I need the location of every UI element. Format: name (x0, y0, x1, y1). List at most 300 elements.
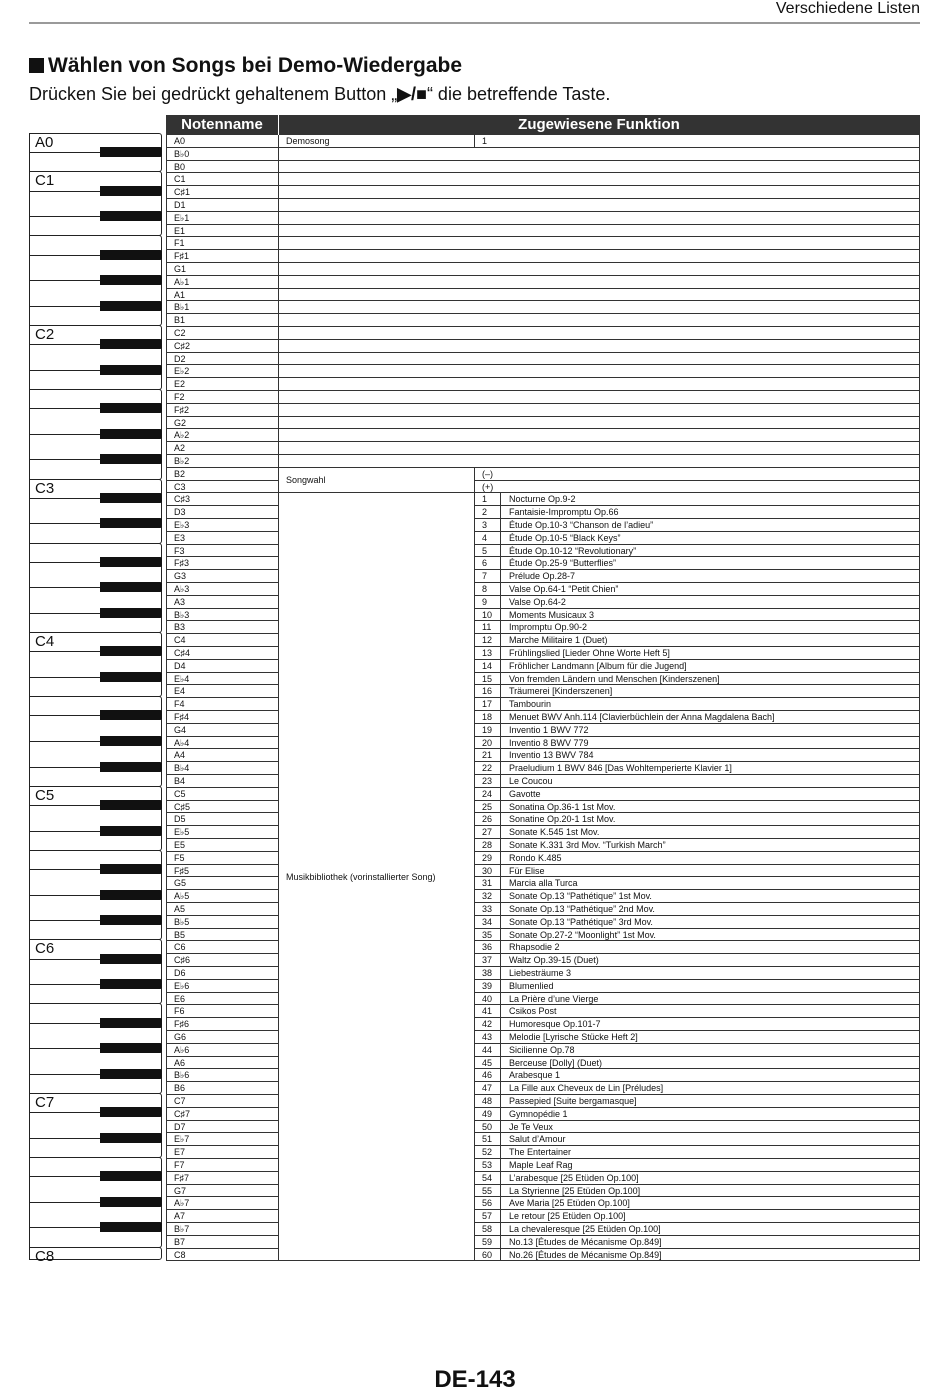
song-number: 31 (482, 878, 493, 889)
note-name-cell: E6 (174, 993, 186, 1004)
table-row (166, 340, 920, 353)
octave-label: C7 (35, 1094, 55, 1111)
number-divider (500, 916, 501, 929)
song-title: Marche Militaire 1 (Duet) (509, 635, 608, 646)
number-divider (500, 1146, 501, 1159)
page-number: DE-143 (434, 1366, 516, 1393)
note-name-cell: B3 (174, 622, 186, 633)
song-title: Je Te Veux (509, 1121, 553, 1132)
song-title: Moments Musicaux 3 (509, 609, 595, 620)
song-number: 50 (482, 1121, 493, 1132)
note-name-cell: E♭7 (174, 1134, 190, 1145)
note-name-cell: C4 (174, 635, 186, 646)
number-divider (500, 1197, 501, 1210)
header-note-name: Notenname (181, 116, 263, 133)
number-divider (500, 1057, 501, 1070)
song-number: 30 (482, 865, 493, 876)
number-divider (500, 890, 501, 903)
song-number: 14 (482, 660, 493, 671)
column-divider (166, 135, 167, 1261)
table-header (166, 115, 920, 135)
number-divider (500, 724, 501, 737)
number-divider (500, 1069, 501, 1082)
table-row (166, 212, 920, 225)
number-divider (500, 1108, 501, 1121)
note-name-cell: C♯2 (174, 340, 191, 351)
song-number: 48 (482, 1096, 493, 1106)
song-title: Sonate Op.13 “Pathétique” 1st Mov. (509, 891, 652, 902)
number-divider (500, 532, 501, 545)
black-key (100, 646, 162, 656)
song-number: 19 (482, 724, 493, 735)
song-number: 60 (482, 1249, 493, 1260)
black-key (100, 1197, 162, 1207)
song-cell (474, 609, 920, 622)
song-number: 55 (482, 1185, 493, 1196)
note-name-cell: F♯4 (174, 712, 190, 722)
song-cell (474, 890, 920, 903)
song-cell (474, 865, 920, 878)
note-name-cell: B♭5 (174, 916, 190, 927)
song-cell (474, 673, 920, 686)
table-row (166, 314, 920, 327)
note-name-cell: E2 (174, 379, 186, 390)
table-row (166, 186, 920, 199)
song-title: Inventio 1 BWV 772 (509, 724, 589, 735)
song-number: 45 (482, 1057, 493, 1068)
note-name-cell: E3 (174, 532, 186, 543)
number-divider (500, 929, 501, 942)
table-row (166, 237, 920, 250)
songwahl-minus: (–) (482, 468, 493, 479)
note-name-cell: A6 (174, 1057, 186, 1068)
note-name-cell: B♭7 (174, 1224, 190, 1234)
song-cell (474, 801, 920, 814)
song-title: Impromptu Op.90-2 (509, 622, 588, 633)
song-number: 11 (482, 622, 492, 633)
song-number: 37 (482, 955, 493, 966)
song-title: Prélude Op.28-7 (509, 571, 576, 582)
song-title: Träumerei [Kinderszenen] (509, 686, 613, 697)
song-title: Ave Maria [25 Etüden Op.100] (509, 1198, 630, 1209)
number-divider (500, 877, 501, 890)
number-divider (500, 1185, 501, 1198)
number-divider (500, 647, 501, 660)
song-title: Rhapsodie 2 (509, 942, 560, 953)
table-row (166, 353, 920, 366)
number-divider (500, 1249, 501, 1262)
black-key (100, 954, 162, 964)
note-name-cell: F♯2 (174, 404, 190, 415)
black-key (100, 365, 162, 375)
black-key (100, 608, 162, 618)
number-divider (500, 737, 501, 750)
song-number: 53 (482, 1160, 493, 1170)
note-name-cell: G5 (174, 878, 187, 889)
number-divider (500, 557, 501, 570)
number-divider (500, 1031, 501, 1044)
table-row (166, 225, 920, 238)
song-title: Inventio 8 BWV 779 (509, 737, 589, 748)
song-title: Le Coucou (509, 776, 553, 786)
song-cell (474, 1005, 920, 1018)
song-title: Étude Op.25-9 “Butterflies” (509, 558, 617, 569)
octave-label: C2 (35, 326, 55, 343)
song-cell (474, 1133, 920, 1146)
song-title: Fantaisie-Impromptu Op.66 (509, 507, 619, 518)
song-cell (474, 647, 920, 660)
song-cell (474, 762, 920, 775)
song-number: 38 (482, 968, 493, 978)
number-divider (500, 749, 501, 762)
song-title: Waltz Op.39-15 (Duet) (509, 955, 599, 966)
note-name-cell: C♯7 (174, 1108, 191, 1119)
number-divider (500, 1159, 501, 1172)
song-cell (474, 967, 920, 980)
song-title: Sonate Op.13 “Pathétique” 2nd Mov. (509, 904, 655, 914)
black-key (100, 736, 162, 746)
note-name-cell: D1 (174, 200, 186, 210)
note-name-cell: C1 (174, 174, 186, 185)
song-cell (474, 1249, 920, 1262)
note-name-cell: E7 (174, 1147, 186, 1158)
note-name-cell: A4 (174, 750, 186, 761)
song-number: 59 (482, 1236, 493, 1247)
black-key (100, 518, 162, 528)
song-title: Csikos Post (509, 1006, 557, 1017)
song-title: Valse Op.64-1 “Petit Chien” (509, 584, 619, 594)
black-key (100, 186, 162, 196)
table-row (166, 327, 920, 340)
song-number: 28 (482, 840, 493, 850)
song-number: 44 (482, 1044, 493, 1055)
song-title: La Prière d’une Vierge (509, 993, 599, 1004)
note-name-cell: C♯5 (174, 801, 191, 812)
song-title: Tambourin (509, 699, 552, 710)
song-number: 29 (482, 852, 493, 863)
song-number: 40 (482, 993, 493, 1004)
song-title: Sonate K.331 3rd Mov. “Turkish March” (509, 840, 666, 850)
number-divider (500, 1236, 501, 1249)
number-divider (500, 596, 501, 609)
song-title: The Entertainer (509, 1147, 572, 1158)
black-key (100, 582, 162, 592)
table-row (166, 429, 920, 442)
song-cell (474, 1197, 920, 1210)
black-key (100, 864, 162, 874)
song-number: 22 (482, 763, 493, 774)
table-row (166, 455, 920, 468)
number-divider (500, 1172, 501, 1185)
note-name-cell: B5 (174, 929, 186, 940)
song-cell (474, 980, 920, 993)
song-number: 5 (482, 545, 488, 556)
song-cell (474, 788, 920, 801)
song-title: Étude Op.10-5 “Black Keys” (509, 532, 621, 543)
header-rule (29, 22, 920, 24)
number-divider (500, 788, 501, 801)
octave-label: C1 (35, 172, 55, 190)
number-divider (500, 493, 501, 506)
song-cell (474, 1018, 920, 1031)
song-title: Frühlingslied [Lieder Ohne Worte Heft 5] (509, 648, 670, 658)
song-title: Étude Op.10-3 “Chanson de l’adieu” (509, 520, 654, 530)
note-name-cell: A3 (174, 596, 186, 607)
song-title: Sonatine Op.20-1 1st Mov. (509, 814, 616, 825)
song-number: 32 (482, 891, 493, 902)
song-number: 34 (482, 916, 493, 927)
number-divider (500, 711, 501, 724)
black-key (100, 339, 162, 349)
song-title: Rondo K.485 (509, 852, 562, 863)
song-number: 17 (482, 699, 493, 710)
song-cell (474, 916, 920, 929)
note-name-cell: F♯7 (174, 1172, 190, 1183)
song-title: La Fille aux Cheveux de Lin [Préludes] (509, 1083, 664, 1094)
song-cell (474, 1108, 920, 1121)
note-name-cell: F3 (174, 545, 185, 556)
number-divider (500, 903, 501, 916)
note-name-cell: B2 (174, 468, 186, 479)
song-cell (474, 1057, 920, 1070)
songwahl-plus: (+) (482, 481, 494, 492)
note-name-cell: B♭3 (174, 609, 190, 620)
song-cell (474, 813, 920, 826)
black-key (100, 454, 162, 464)
song-title: Étude Op.10-12 “Revolutionary” (509, 545, 637, 556)
number-divider (500, 941, 501, 954)
number-divider (500, 1018, 501, 1031)
song-cell (474, 724, 920, 737)
song-number: 16 (482, 686, 493, 697)
song-cell (474, 506, 920, 519)
song-number: 43 (482, 1032, 493, 1042)
song-title: Sonatina Op.36-1 1st Mov. (509, 801, 616, 812)
note-name-cell: E♭4 (174, 673, 190, 684)
note-name-cell: C7 (174, 1096, 186, 1106)
number-divider (500, 993, 501, 1006)
song-cell (474, 698, 920, 711)
table-row (166, 289, 920, 302)
song-cell (474, 852, 920, 865)
black-key (100, 275, 162, 285)
song-number: 39 (482, 980, 493, 991)
note-name-cell: C5 (174, 788, 186, 799)
song-cell (474, 1095, 920, 1108)
header-assigned-function: Zugewiesene Funktion (518, 116, 680, 133)
note-name-cell: B♭4 (174, 763, 190, 774)
note-name-cell: E♭5 (174, 827, 190, 838)
song-number: 13 (482, 648, 493, 658)
song-cell (474, 634, 920, 647)
intro-before: Drücken Sie bei gedrückt gehaltenem Button „ (29, 84, 398, 104)
black-key (100, 1107, 162, 1117)
octave-label: C6 (35, 940, 55, 958)
number-divider (500, 698, 501, 711)
song-title: Gavotte (509, 788, 541, 799)
note-name-cell: A7 (174, 1211, 186, 1222)
piano-keyboard (29, 133, 165, 1269)
note-name-cell: F7 (174, 1160, 185, 1170)
number-divider (500, 1133, 501, 1146)
song-number: 18 (482, 712, 493, 722)
song-cell (474, 737, 920, 750)
play-stop-symbol: ▶/■ (397, 84, 427, 104)
note-name-cell: A♭7 (174, 1198, 190, 1209)
songwahl-label: Songwahl (286, 474, 326, 485)
song-cell (474, 877, 920, 890)
black-key (100, 826, 162, 836)
song-title: Arabesque 1 (509, 1070, 561, 1081)
note-name-cell: C2 (174, 328, 186, 338)
note-name-cell: C♯1 (174, 187, 191, 198)
song-number: 20 (482, 737, 493, 748)
note-name-cell: B♭1 (174, 302, 190, 313)
song-number: 46 (482, 1070, 493, 1081)
number-divider (500, 1044, 501, 1057)
black-key (100, 1171, 162, 1181)
table-row (166, 161, 920, 174)
black-key (100, 1222, 162, 1232)
song-cell (474, 1044, 920, 1057)
note-name-cell: B♭6 (174, 1070, 190, 1081)
note-name-cell: C3 (174, 481, 186, 492)
song-cell (474, 711, 920, 724)
library-label: Musikbibliothek (vorinstallierter Song) (286, 872, 436, 883)
note-name-cell: E1 (174, 225, 186, 236)
song-number: 54 (482, 1172, 493, 1183)
black-key (100, 800, 162, 810)
song-number: 25 (482, 801, 493, 812)
note-name-cell: E♭6 (174, 980, 190, 991)
column-divider (474, 468, 475, 494)
song-cell (474, 557, 920, 570)
number-divider (500, 813, 501, 826)
song-cell (474, 775, 920, 788)
song-cell (474, 1121, 920, 1134)
song-number: 57 (482, 1211, 493, 1222)
song-cell (474, 1172, 920, 1185)
black-key (100, 762, 162, 772)
song-number: 12 (482, 635, 493, 646)
song-title: Sicilienne Op.78 (509, 1044, 575, 1055)
song-number: 7 (482, 571, 488, 582)
octave-label: C3 (35, 479, 55, 497)
note-name-cell: E♭1 (174, 212, 190, 223)
black-key (100, 147, 162, 157)
song-title: Valse Op.64-2 (509, 596, 566, 607)
note-name-cell: F4 (174, 699, 185, 710)
table-row (166, 173, 920, 186)
song-number: 15 (482, 673, 493, 684)
black-key (100, 493, 162, 503)
table-row (166, 417, 920, 430)
note-name-cell: C♯4 (174, 648, 191, 658)
black-key (100, 1043, 162, 1053)
note-name-cell: A♭3 (174, 584, 190, 594)
song-cell (474, 941, 920, 954)
running-header: Verschiedene Listen (775, 0, 920, 17)
song-cell (474, 621, 920, 634)
song-cell (474, 1031, 920, 1044)
note-name-cell: E♭3 (174, 520, 190, 530)
song-cell (474, 1223, 920, 1236)
table-row (166, 263, 920, 276)
table-row (166, 250, 920, 263)
number-divider (500, 1005, 501, 1018)
black-key (100, 301, 162, 311)
song-title: La Styrienne [25 Etüden Op.100] (509, 1185, 641, 1196)
note-name-cell: G2 (174, 417, 187, 428)
table-row (166, 276, 920, 289)
note-name-cell: F6 (174, 1006, 185, 1017)
note-name-cell: A1 (174, 289, 186, 300)
song-number: 35 (482, 929, 493, 940)
song-title: Sonate Op.13 “Pathétique” 3rd Mov. (509, 916, 653, 927)
song-title: Nocturne Op.9-2 (509, 494, 576, 505)
note-name-cell: D6 (174, 968, 186, 978)
black-key (100, 211, 162, 221)
note-name-cell: F♯1 (174, 251, 190, 262)
song-title: Liebesträume 3 (509, 968, 572, 978)
song-cell (474, 1185, 920, 1198)
number-divider (500, 583, 501, 596)
song-number: 33 (482, 904, 493, 914)
number-divider (500, 954, 501, 967)
song-cell (474, 903, 920, 916)
column-divider (474, 135, 475, 148)
number-divider (500, 621, 501, 634)
note-name-cell: F♯6 (174, 1019, 190, 1030)
number-divider (500, 506, 501, 519)
section-title-text: Wählen von Songs bei Demo-Wiedergabe (48, 54, 463, 77)
note-name-cell: A♭5 (174, 891, 190, 902)
note-name-cell: D2 (174, 353, 186, 364)
song-title: Für Elise (509, 865, 545, 876)
note-name-cell: F♯5 (174, 865, 190, 876)
number-divider (500, 570, 501, 583)
note-name-cell: B6 (174, 1083, 186, 1094)
note-name-cell: D5 (174, 814, 186, 825)
note-name-cell: F5 (174, 852, 185, 863)
song-cell (474, 519, 920, 532)
song-cell (474, 1159, 920, 1172)
table-row (166, 301, 920, 314)
song-number: 2 (482, 507, 488, 518)
song-number: 27 (482, 827, 493, 838)
note-name-cell: G4 (174, 724, 187, 735)
note-name-cell: A2 (174, 443, 186, 454)
song-cell (474, 993, 920, 1006)
note-name-cell: A♭1 (174, 276, 190, 287)
number-divider (500, 1210, 501, 1223)
number-divider (500, 801, 501, 814)
note-name-cell: C6 (174, 942, 186, 953)
black-key (100, 710, 162, 720)
number-divider (500, 852, 501, 865)
song-cell (474, 570, 920, 583)
song-number: 41 (482, 1006, 493, 1017)
note-name-cell: A5 (174, 904, 186, 914)
note-name-cell: D4 (174, 660, 186, 671)
song-cell (474, 1082, 920, 1095)
song-cell (474, 749, 920, 762)
note-name-cell: E♭2 (174, 366, 190, 377)
song-number: 1 (482, 494, 488, 505)
number-divider (500, 634, 501, 647)
song-title: Humoresque Op.101-7 (509, 1019, 601, 1030)
black-key (100, 1018, 162, 1028)
